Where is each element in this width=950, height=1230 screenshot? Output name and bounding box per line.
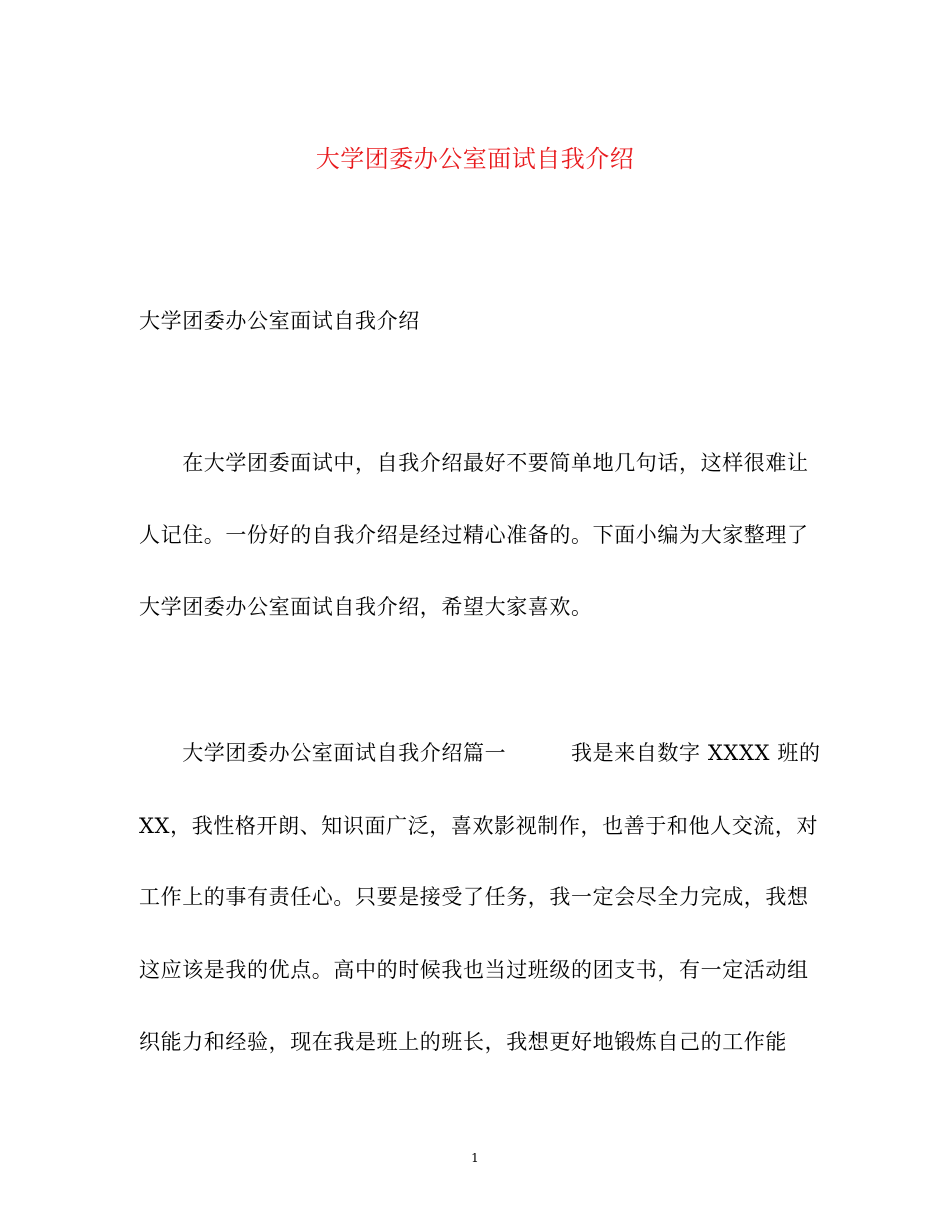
document-title: 大学团委办公室面试自我介绍 <box>315 145 635 173</box>
paragraph-1-line-2: 人记住。一份好的自我介绍是经过精心准备的。下面小编为大家整理了 <box>139 523 809 547</box>
paragraph-2-line-4: 这应该是我的优点。高中的时候我也当过班级的团支书，有一定活动组 <box>139 958 809 982</box>
paragraph-2-line-5: 织能力和经验，现在我是班上的班长，我想更好地锻炼自己的工作能 <box>139 1030 787 1054</box>
page-number: 1 <box>471 1151 479 1165</box>
paragraph-2-line-3: 工作上的事有责任心。只要是接受了任务，我一定会尽全力完成，我想 <box>139 885 809 909</box>
paragraph-1-line-3: 大学团委办公室面试自我介绍，希望大家喜欢。 <box>139 595 593 619</box>
paragraph-2-line-2: XX，我性格开朗、知识面广泛，喜欢影视制作，也善于和他人交流，对 <box>139 814 819 838</box>
section-heading: 大学团委办公室面试自我介绍 <box>139 309 420 333</box>
paragraph-1-line-1: 在大学团委面试中，自我介绍最好不要简单地几句话，这样很难让 <box>139 451 809 475</box>
paragraph-2-line-1: 大学团委办公室面试自我介绍篇一 我是来自数字 XXXX 班的 <box>139 741 821 765</box>
